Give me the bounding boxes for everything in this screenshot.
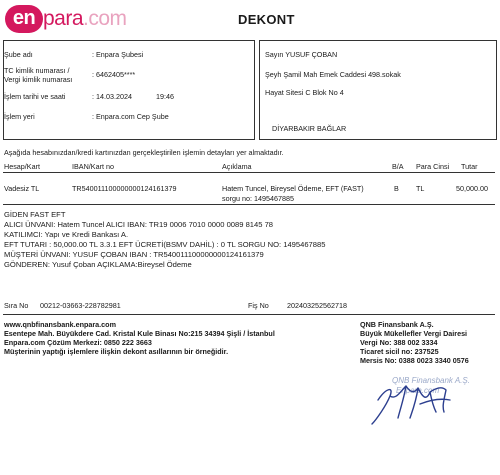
receipt-number-value: 202403252562718 bbox=[287, 301, 347, 310]
bank-address: Esentepe Mah. Büyükdere Cad. Kristal Kule Binası No:215 34394 Şişli / İstanbul bbox=[4, 329, 275, 338]
branch-name-value: : Enpara Şubesi bbox=[92, 50, 144, 59]
detail-line: GİDEN FAST EFT bbox=[4, 210, 66, 219]
receipt-number-label: Fiş No bbox=[248, 301, 269, 310]
sequence-number-value: 00212-03663-228782981 bbox=[40, 301, 121, 310]
tax-id-value: : 6462405**** bbox=[92, 70, 136, 79]
logo-com-text: .com bbox=[83, 7, 127, 30]
logo-para-text: para bbox=[43, 7, 84, 30]
sequence-number-label: Sıra No bbox=[4, 301, 29, 310]
bank-legal-name: QNB Finansbank A.Ş. bbox=[360, 320, 434, 329]
col-header-amount: Tutar bbox=[461, 162, 478, 171]
detail-line: MÜŞTERİ ÜNVANI: YUSUF ÇOBAN IBAN : TR540011100000000124161379 bbox=[4, 250, 264, 259]
row-ba: B bbox=[394, 184, 399, 193]
table-header-divider bbox=[3, 172, 495, 173]
transaction-place-value: : Enpara.com Cep Şube bbox=[92, 112, 169, 121]
col-header-iban: IBAN/Kart no bbox=[72, 162, 114, 171]
tax-office: Büyük Mükellefler Vergi Dairesi bbox=[360, 329, 468, 338]
mersis-number: Mersis No: 0388 0023 3340 0576 bbox=[360, 356, 469, 365]
row-amount: 50,000.00 bbox=[456, 184, 488, 193]
transaction-time-value: 19:46 bbox=[156, 92, 174, 101]
detail-line: GÖNDEREN: Yusuf Çoban AÇIKLAMA:Bireysel Ödeme bbox=[4, 260, 192, 269]
row-iban: TR540011100000000124161379 bbox=[72, 184, 177, 193]
document-title: DEKONT bbox=[238, 12, 295, 27]
tax-id-label-2: Vergi kimlik numarası bbox=[4, 75, 73, 84]
footer-divider bbox=[3, 314, 495, 315]
trade-registry-number: Ticaret sicil no: 237525 bbox=[360, 347, 439, 356]
tax-id-label: TC kimlik numarası / bbox=[4, 66, 70, 75]
detail-line: ALICI ÜNVANI: Hatem Tuncel ALICI IBAN: TR19 0006 7010 0000 0089 8145 78 bbox=[4, 220, 274, 229]
logo-wordmark bbox=[43, 6, 127, 32]
stamp-line-1: QNB Finansbank A.Ş. bbox=[392, 376, 470, 385]
col-header-currency: Para Cinsi bbox=[416, 162, 450, 171]
row-account: Vadesiz TL bbox=[4, 184, 40, 193]
customer-greeting: Sayın YUSUF ÇOBAN bbox=[265, 50, 338, 59]
row-description: Hatem Tuncel, Bireysel Ödeme, EFT (FAST) bbox=[222, 184, 364, 193]
support-center-phone: Enpara.com Çözüm Merkezi: 0850 222 3663 bbox=[4, 338, 152, 347]
row-currency: TL bbox=[416, 184, 425, 193]
table-bottom-divider bbox=[3, 204, 495, 205]
signature-image bbox=[360, 378, 460, 428]
detail-line: EFT TUTARI : 50,000.00 TL 3.3.1 EFT ÜCRETİ(BSMV DAHİL) : 0 TL SORGU NO: 1495467885 bbox=[4, 240, 326, 249]
col-header-description: Açıklama bbox=[222, 162, 252, 171]
tax-number: Vergi No: 388 002 3334 bbox=[360, 338, 438, 347]
bank-website: www.qnbfinansbank.enpara.com bbox=[4, 320, 116, 329]
transaction-date-label: İşlem tarihi ve saati bbox=[4, 92, 66, 101]
col-header-ba: B/A bbox=[392, 162, 404, 171]
intro-text: Aşağıda hesabınızdan/kredi kartınızdan gerçekleştirilen işlemin detayları yer almaktadır. bbox=[4, 148, 284, 157]
customer-address-line-2: Hayat Sitesi C Blok No 4 bbox=[265, 88, 344, 97]
transaction-date-value: : 14.03.2024 bbox=[92, 92, 132, 101]
detail-line: KATILIMCI: Yapı ve Kredi Bankası A. bbox=[4, 230, 129, 239]
customer-city: DİYARBAKIR BAĞLAR bbox=[272, 124, 347, 133]
col-header-account: Hesap/Kart bbox=[4, 162, 40, 171]
transaction-place-label: İşlem yeri bbox=[4, 112, 35, 121]
logo-en-badge: en bbox=[5, 5, 43, 33]
customer-address-line-1: Şeyh Şamil Mah Emek Caddesi 498.sokak bbox=[265, 70, 401, 79]
row-description-query: sorgu no: 1495467885 bbox=[222, 194, 294, 203]
branch-name-label: Şube adı bbox=[4, 50, 33, 59]
stamp-line-2: Enpara.com bbox=[396, 386, 440, 395]
footer-note: Müşterinin yaptığı işlemlere ilişkin dekont asıllarının bir örneğidir. bbox=[4, 347, 229, 356]
